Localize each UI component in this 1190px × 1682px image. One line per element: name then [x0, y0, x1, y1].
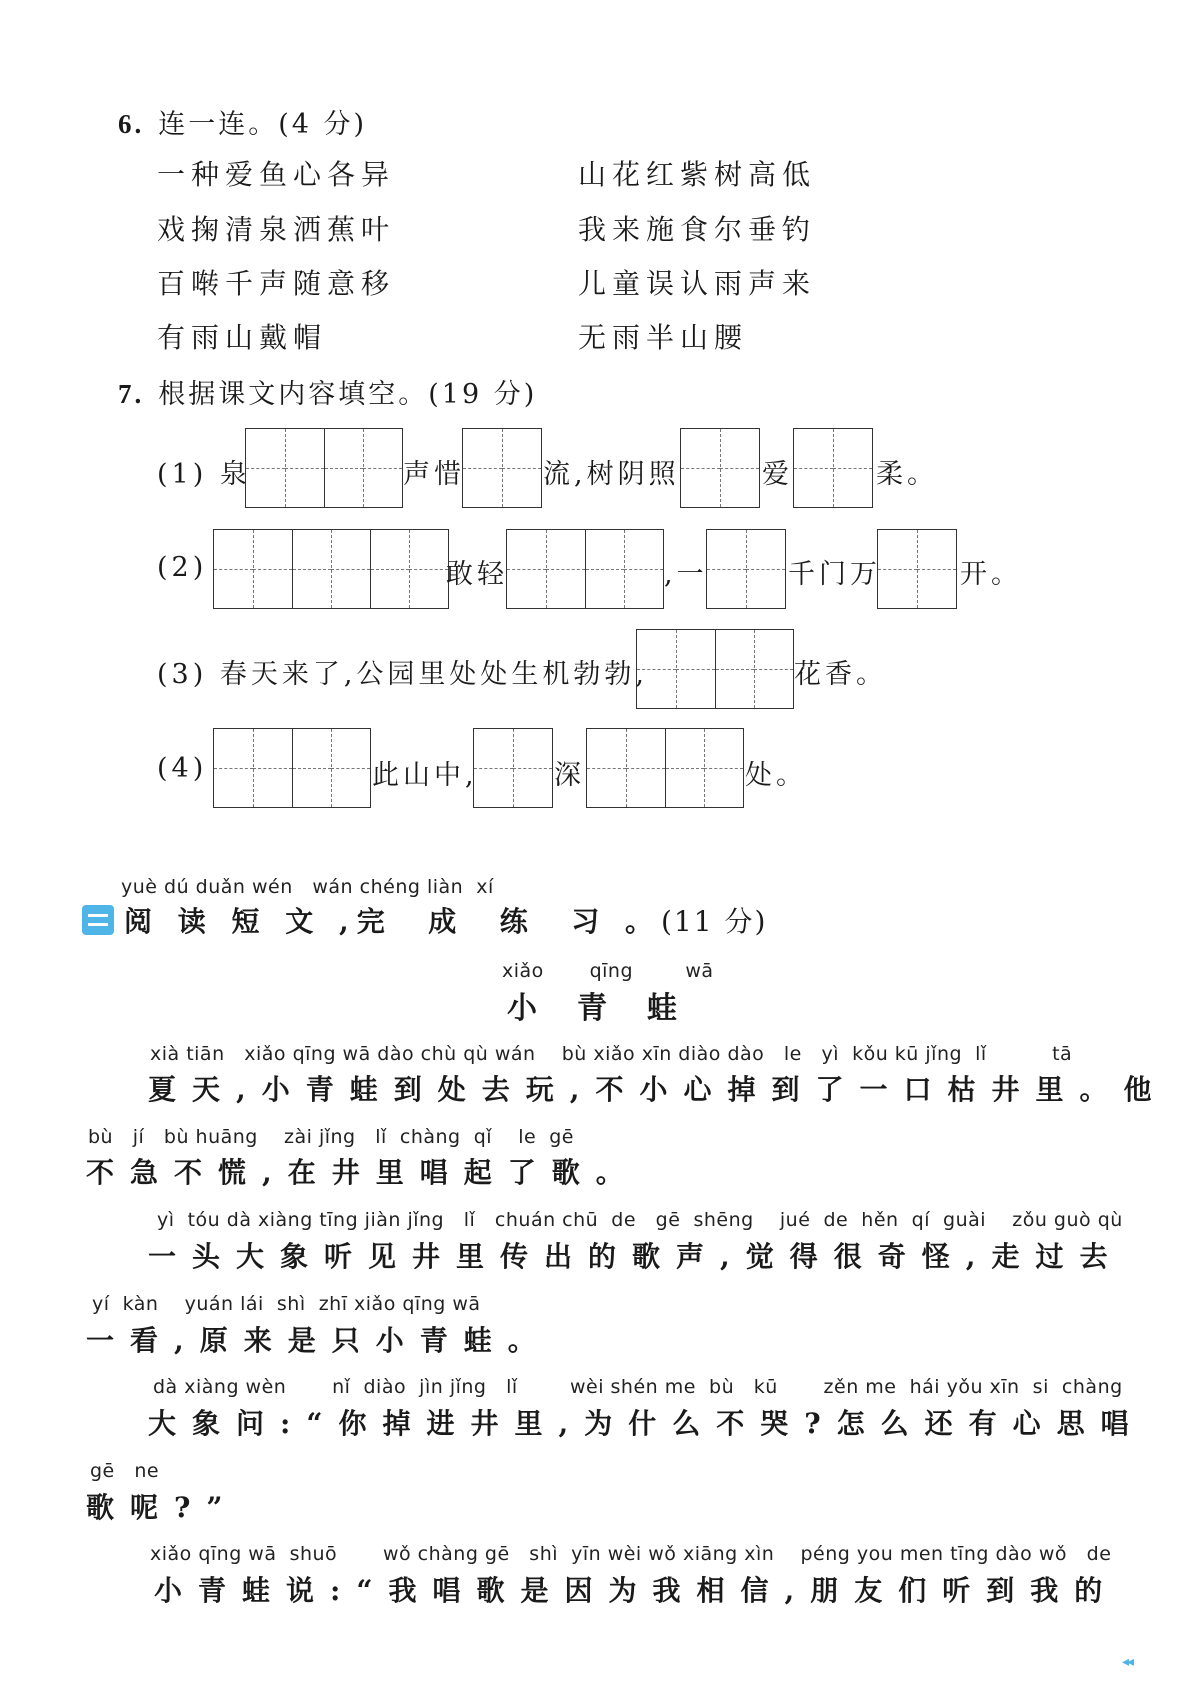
q7-r1-text-3: 爱 [762, 459, 793, 490]
grid-cell [246, 429, 285, 507]
grid-cell [878, 530, 917, 608]
story-title: 小青蛙 [507, 991, 717, 1026]
story-line-7-pinyin: xiǎo qīng wā shuō wǒ chàng gē shì yīn wèi wǒ xiāng xìn péng you men tīng dào wǒ de [150, 1543, 1112, 1565]
story-line-4: 一看,原来是只小青蛙。 [86, 1324, 552, 1357]
story-line-3: 一头大象听见井里传出的歌声,觉得很奇怪,走过去 [148, 1240, 1124, 1273]
grid-cell [917, 530, 956, 608]
q7-r1-label: (1) 泉 [157, 459, 251, 490]
q7-r1-blank-1[interactable] [245, 428, 403, 508]
q6-heading [118, 102, 367, 141]
story-title-pinyin: xiǎo qīng wā [502, 960, 714, 982]
story-line-6: 歌呢?” [86, 1491, 239, 1524]
story-line-4-pinyin: yí kàn yuán lái shì zhī xiǎo qīng wā [92, 1293, 481, 1315]
story-line-7: 小青蛙说:“我唱歌是因为我相信,朋友们听到我的 [154, 1574, 1119, 1607]
grid-cell [626, 729, 665, 807]
q7-r2-text-1: 敢轻 [446, 559, 508, 590]
grid-cell [292, 530, 331, 608]
grid-cell [665, 729, 704, 807]
grid-cell [463, 429, 502, 507]
story-line-2: 不急不慌,在井里唱起了歌。 [86, 1156, 640, 1189]
q7-r1-text-2: 流,树阴照 [543, 459, 680, 490]
grid-cell [214, 530, 253, 608]
grid-cell [513, 729, 552, 807]
grid-cell [681, 429, 720, 507]
q6-left-4[interactable]: 有雨山戴帽 [157, 321, 328, 354]
q7-r2-blank-3[interactable] [706, 529, 786, 609]
q7-r3-label: (3) 春天来了,公园里处处生机勃勃, [157, 659, 648, 690]
q7-r3-text-1: 花香。 [794, 659, 887, 690]
q6-left-2[interactable]: 戏掬清泉洒蕉叶 [157, 213, 396, 246]
section2-pinyin: yuè dú duǎn wén wán chéng liàn xí [121, 876, 494, 898]
section2-title [124, 900, 767, 940]
grid-cell [292, 729, 331, 807]
grid-cell [253, 729, 292, 807]
q6-right-3[interactable]: 儿童误认雨声来 [578, 267, 817, 300]
story-line-5-pinyin: dà xiàng wèn nǐ diào jìn jǐng lǐ wèi shén me bù kū zěn me hái yǒu xīn si chàng [153, 1376, 1123, 1398]
grid-cell [546, 530, 585, 608]
q7-r1-blank-2[interactable] [462, 428, 542, 508]
grid-cell [676, 630, 715, 708]
section-two-icon [82, 905, 114, 935]
q7-r4-blank-1[interactable] [213, 728, 371, 808]
q7-r1-text-1: 声惜 [403, 459, 465, 490]
q7-r1-blank-3[interactable] [680, 428, 760, 508]
q7-r4-text-3: 处。 [745, 760, 807, 791]
grid-cell [587, 729, 626, 807]
grid-cell [214, 729, 253, 807]
q7-r4-blank-3[interactable] [586, 728, 744, 808]
story-line-3-pinyin: yì tóu dà xiàng tīng jiàn jǐng lǐ chuán chū de gē shēng jué de hěn qí guài zǒu guò qù [157, 1209, 1123, 1231]
q6-right-2[interactable]: 我来施食尔垂钓 [578, 213, 817, 246]
q7-r2-blank-1[interactable] [213, 529, 449, 609]
q6-right-4[interactable]: 无雨半山腰 [578, 321, 749, 354]
grid-cell [833, 429, 872, 507]
q6-left-3[interactable]: 百啭千声随意移 [157, 267, 396, 300]
grid-cell [285, 429, 324, 507]
q7-r4-label: (4) [157, 753, 208, 784]
q7-r4-text-2: 深 [554, 760, 585, 791]
page-arrow-icon[interactable]: ◂◂ [1121, 1654, 1132, 1670]
grid-cell [409, 530, 448, 608]
q7-r1-text-4: 柔。 [876, 459, 938, 490]
story-line-1-pinyin: xià tiān xiǎo qīng wā dào chù qù wán bù xiǎo xīn diào dào le yì kǒu kū jǐng lǐ tā [150, 1043, 1073, 1065]
q6-number: 6. [118, 109, 145, 139]
section2-score: (11 分) [660, 905, 768, 938]
q6-left-1[interactable]: 一种爱鱼心各异 [157, 158, 396, 191]
q7-r2-blank-4[interactable] [877, 529, 957, 609]
grid-cell [324, 429, 363, 507]
q6-right-1[interactable]: 山花红紫树高低 [578, 158, 817, 191]
grid-cell [707, 530, 746, 608]
grid-cell [585, 530, 624, 608]
story-line-6-pinyin: gē ne [90, 1460, 160, 1482]
q6-title: 连一连。(4 分) [158, 109, 368, 140]
q7-r1-blank-4[interactable] [793, 428, 873, 508]
grid-cell [746, 530, 785, 608]
section2-title-text: 阅 读 短 文 ,完 成 练 习 。 [124, 905, 661, 938]
q7-r2-text-4: 开。 [960, 559, 1022, 590]
grid-cell [363, 429, 402, 507]
grid-cell [715, 630, 754, 708]
grid-cell [637, 630, 676, 708]
grid-cell [370, 530, 409, 608]
q7-number: 7. [118, 379, 145, 409]
grid-cell [754, 630, 793, 708]
grid-cell [331, 530, 370, 608]
grid-cell [624, 530, 663, 608]
story-line-1: 夏天,小青蛙到处去玩,不小心掉到了一口枯井里。他 [148, 1073, 1168, 1106]
story-line-5: 大象问:“你掉进井里,为什么不哭?怎么还有心思唱 [148, 1407, 1145, 1440]
q7-title: 根据课文内容填空。(19 分) [158, 379, 538, 410]
story-line-2-pinyin: bù jí bù huāng zài jǐng lǐ chàng qǐ le gē [88, 1126, 574, 1148]
grid-cell [474, 729, 513, 807]
grid-cell [507, 530, 546, 608]
grid-cell [720, 429, 759, 507]
q7-r3-blank-1[interactable] [636, 629, 794, 709]
grid-cell [502, 429, 541, 507]
q7-r2-label: (2) [157, 552, 208, 583]
grid-cell [253, 530, 292, 608]
q7-r2-text-2: ,一 [664, 559, 708, 590]
q7-r2-text-3: 千门万 [788, 559, 881, 590]
grid-cell [331, 729, 370, 807]
q7-r2-blank-2[interactable] [506, 529, 664, 609]
q7-r4-text-1: 此山中, [372, 760, 478, 791]
grid-cell [794, 429, 833, 507]
grid-cell [704, 729, 743, 807]
q7-heading [118, 372, 537, 411]
q7-r4-blank-2[interactable] [473, 728, 553, 808]
